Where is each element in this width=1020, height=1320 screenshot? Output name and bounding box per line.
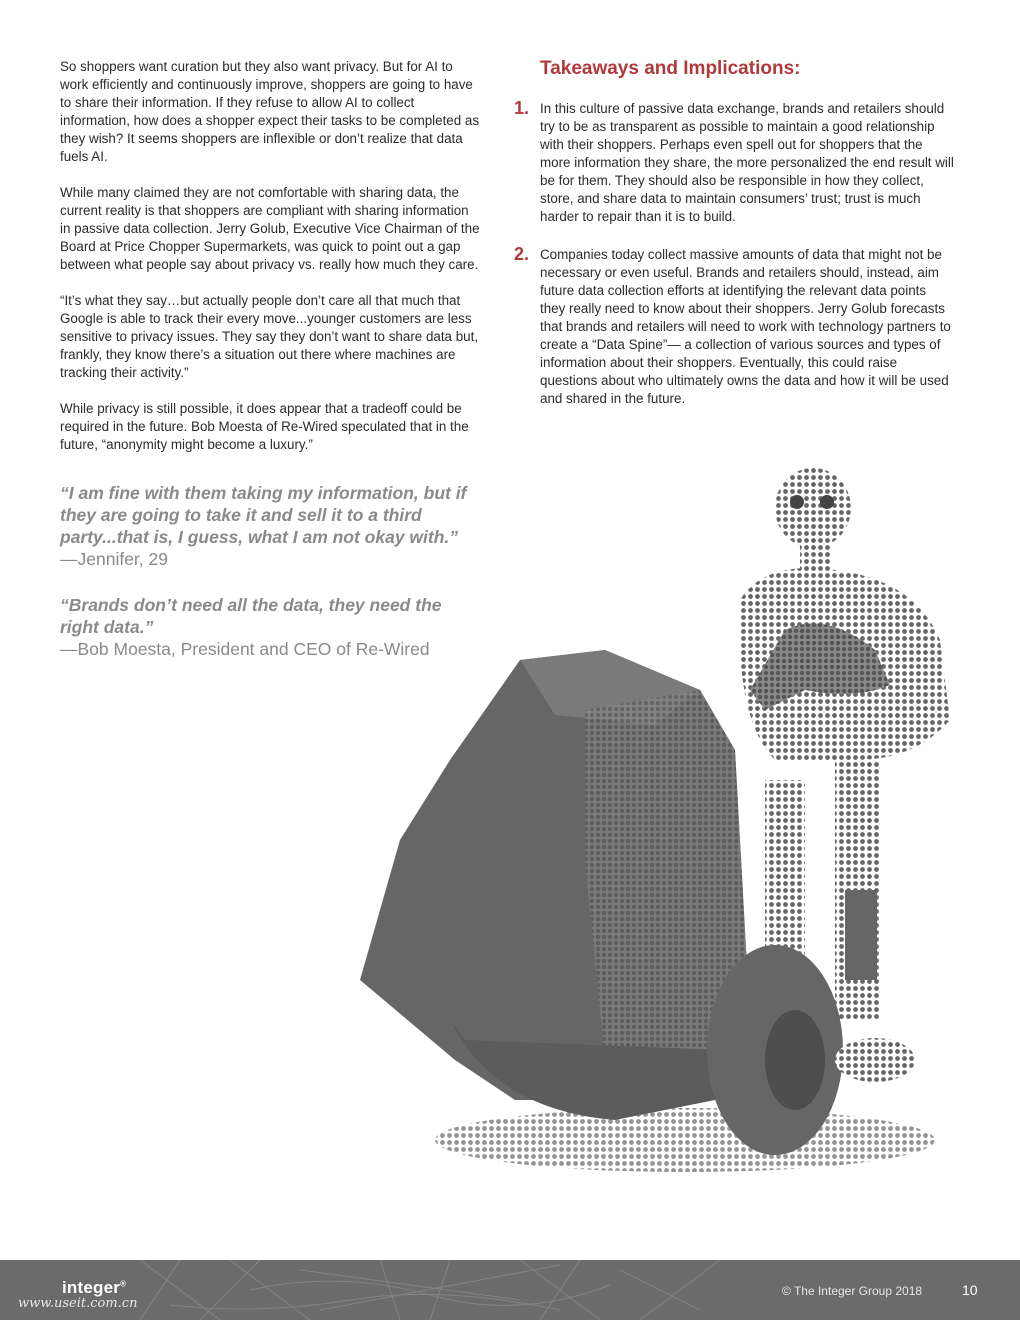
brand-name: integer — [62, 1278, 121, 1297]
robot-shin-right — [845, 890, 877, 980]
copyright-text: © The Integer Group 2018 — [782, 1284, 923, 1298]
takeaway-text: In this culture of passive data exchange, brands and retailers should try to be as transparent as possible to maintain a good relationship with their shoppers. Perhaps even spell out for shoppers that the more information they share, the more personalized the end result will be for them. They should also be responsible in how they collect, store, and share data to maintain consumers’ trust; trust is much harder to repair than it is to build. — [540, 101, 954, 224]
robot-eye-left — [790, 495, 804, 509]
pull-quote-attribution: —Jennifer, 29 — [60, 549, 168, 569]
ground-shadow — [435, 1108, 935, 1172]
page-footer — [0, 1260, 1020, 1320]
cart-wheel-hub — [765, 1010, 825, 1110]
pull-quote-text: “Brands don’t need all the data, they need the right data.” — [60, 595, 442, 637]
page-number: 10 — [962, 1282, 978, 1298]
takeaway-number: 1. — [514, 98, 530, 118]
right-column — [514, 58, 954, 428]
brand-registered-mark: ® — [120, 1279, 127, 1289]
takeaway-number: 2. — [514, 244, 530, 264]
robot-pushing-cart-illustration — [355, 460, 975, 1190]
robot-foot — [835, 1038, 915, 1082]
watermark-text: www.useit.com.cn — [18, 1296, 138, 1311]
pull-quote-attribution: —Bob Moesta, President and CEO of Re-Wired — [60, 639, 430, 659]
takeaway-text: Companies today collect massive amounts of data that might not be necessary or even useful. Brands and retailers should, instead, aim future data collection efforts at identifying the relevant data points they really need to know about their shoppers. Jerry Golub forecasts that brands and retailers will need to work with technology partners to create a “Data Spine”— a collection of various sources and types of information about their shoppers. Eventually, this could raise questions about who ultimately owns the data and how it will be used and shared in the future. — [540, 247, 951, 406]
body-paragraph-4: While privacy is still possible, it does appear that a tradeoff could be required in the future. Bob Moesta of Re-Wired speculated that in the future, “anonymity might become a luxury.” — [60, 401, 469, 452]
robot-neck — [800, 545, 832, 575]
section-heading: Takeaways and Implications: — [540, 58, 801, 79]
body-paragraph-3: “It’s what they say…but actually people don’t care all that much that Google is able to track their every move...younger customers are less sensitive to privacy issues. They say they don’t want to share data but, frankly, they know there’s a situation out there where machines are tracking their activity.” — [60, 293, 479, 380]
robot-eye-right — [820, 495, 834, 509]
body-paragraph-2: While many claimed they are not comfortable with sharing data, the current reality is that shoppers are compliant with sharing information in passive data collection. Jerry Golub, Executive Vice Chairman of the Board at Price Chopper Supermarkets, was quick to point out a gap between what people say about privacy vs. really how much they care. — [60, 185, 480, 272]
body-paragraph-1: So shoppers want curation but they also want privacy. But for AI to work efficiently and continuously improve, shoppers are going to have to share their information. If they refuse to allow AI to collect information, how does a shopper expect their tasks to be completed as they wish? It seems shoppers are inflexible or don’t realize that data fuels AI. — [60, 59, 480, 164]
integer-logo — [62, 1278, 126, 1298]
takeaway-item-1 — [514, 100, 954, 226]
robot-head — [775, 468, 851, 548]
pull-quote-text: “I am fine with them taking my information, but if they are going to take it and sell it to a third party...that is, I guess, what I am not okay with.” — [60, 483, 467, 547]
takeaway-item-2 — [514, 246, 954, 408]
